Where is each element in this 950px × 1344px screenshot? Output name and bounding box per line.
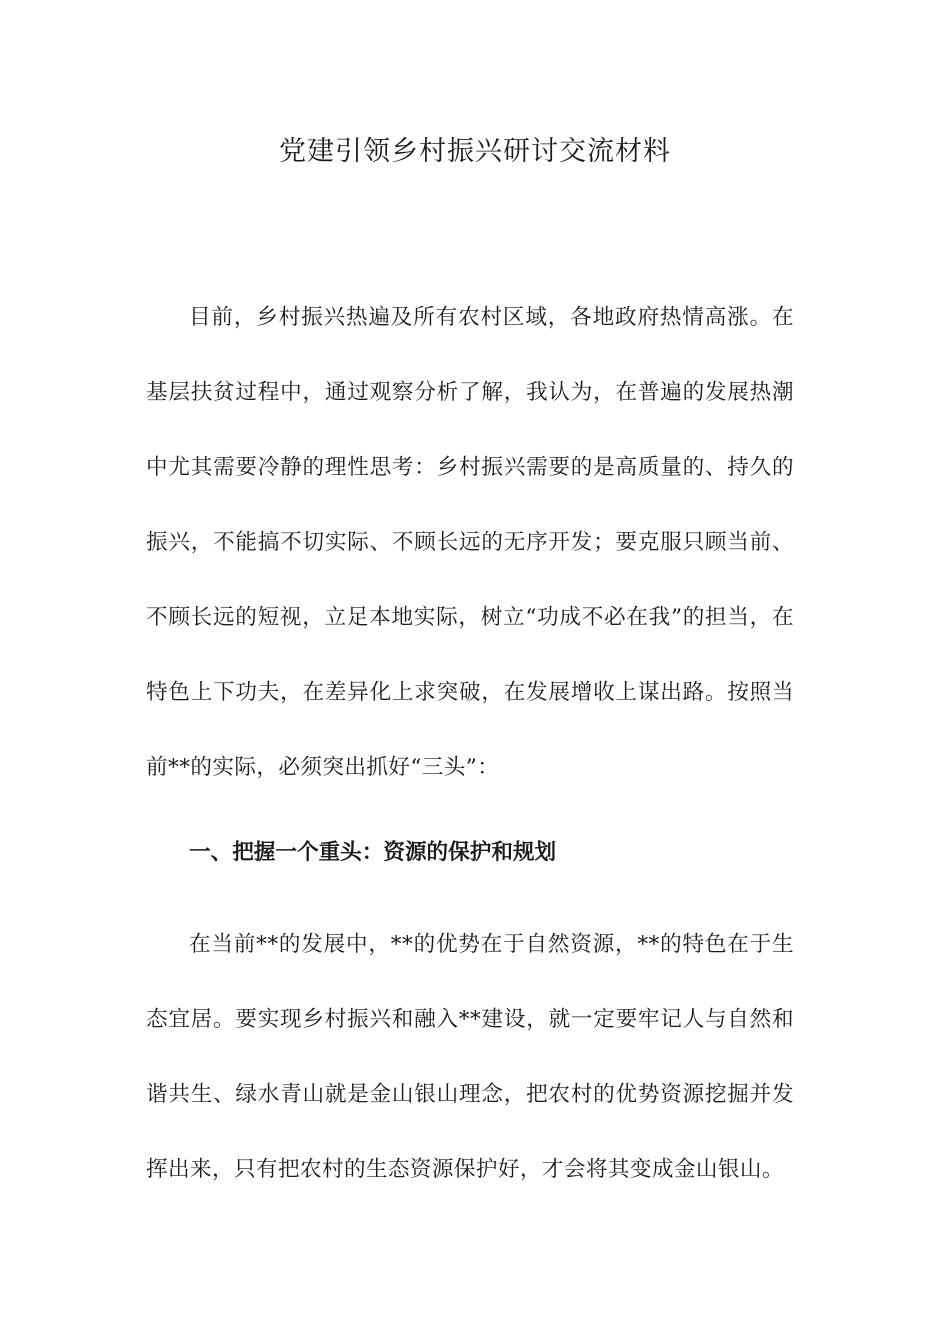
document-body xyxy=(146,280,794,1207)
section-paragraph: 在当前**的发展中，**的优势在于自然资源，**的特色在于生态宜居。要实现乡村振兴和融入**建设，就一定要牢记人与自然和谐共生、绿水青山就是金山银山理念，把农村的优势资源挖掘并发挥出来，只有把农村的生态资源保护好，才会将其变成金山银山。 xyxy=(146,932,794,1182)
intro-paragraph: 目前，乡村振兴热遍及所有农村区域，各地政府热情高涨。在基层扶贫过程中，通过观察分析了解，我认为，在普遍的发展热潮中尤其需要冷静的理性思考：乡村振兴需要的是高质量的、持久的振兴，不能搞不切实际、不顾长远的无序开发；要克服只顾当前、不顾长远的短视，立足本地实际，树立“功成不必在我”的担当，在特色上下功夫，在差异化上求突破，在发展增收上谋出路。按照当前**的实际，必须突出抓好“三头”： xyxy=(146,305,794,780)
document-title: 党建引领乡村振兴研讨交流材料 xyxy=(279,136,671,167)
section-heading: 一、把握一个重头：资源的保护和规划 xyxy=(189,840,557,865)
